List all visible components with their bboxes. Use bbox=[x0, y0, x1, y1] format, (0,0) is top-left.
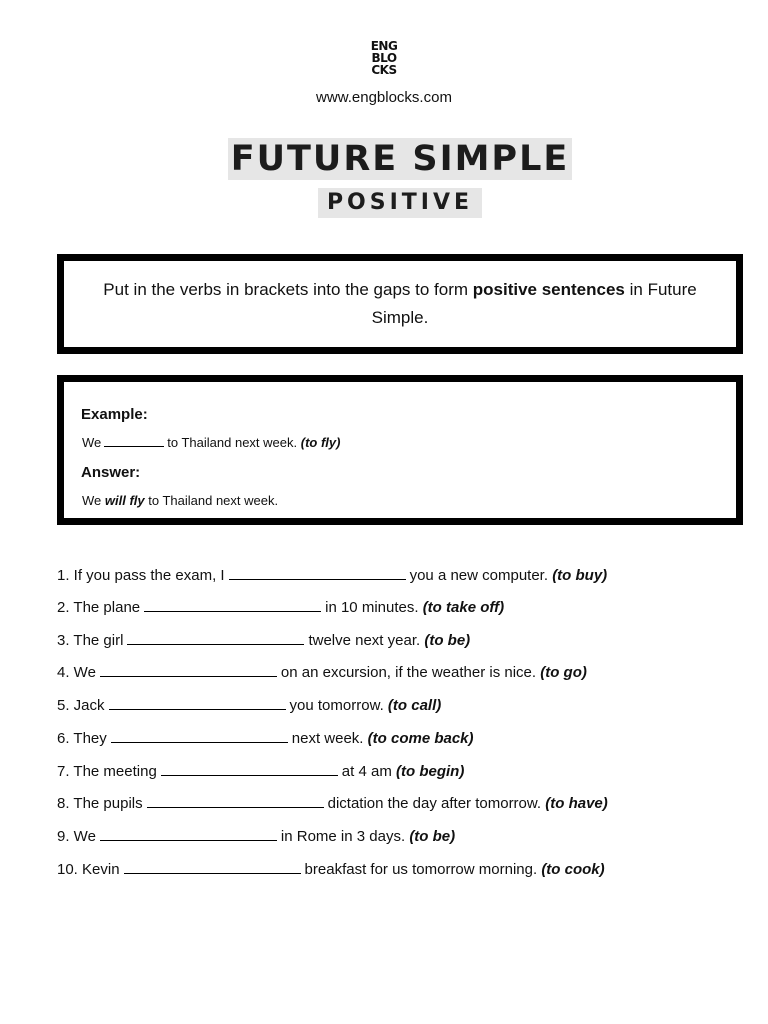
exercise-item bbox=[57, 730, 474, 747]
exercise-item bbox=[57, 632, 470, 649]
instructions-text bbox=[95, 276, 705, 332]
exercise-item bbox=[57, 763, 464, 780]
exercise-item bbox=[57, 795, 608, 812]
exercise-hint: (to cook) bbox=[541, 861, 605, 878]
instructions-box bbox=[57, 254, 743, 354]
exercise-item bbox=[57, 567, 607, 584]
exercise-item bbox=[57, 599, 504, 616]
answer-gap[interactable] bbox=[147, 806, 324, 808]
logo-line: BLO bbox=[371, 51, 397, 65]
answer-sentence bbox=[82, 493, 278, 508]
exercise-after: twelve next year. bbox=[308, 632, 421, 649]
exercise-hint: (to go) bbox=[540, 664, 587, 681]
exercise-before: 2. The plane bbox=[57, 599, 141, 616]
answer-gap[interactable] bbox=[124, 872, 301, 874]
worksheet-subtitle: POSITIVE bbox=[318, 188, 482, 218]
exercise-after: in Rome in 3 days. bbox=[280, 828, 406, 845]
answer-gap[interactable] bbox=[229, 578, 406, 580]
exercise-after: you tomorrow. bbox=[289, 697, 384, 714]
worksheet-title: FUTURE SIMPLE bbox=[228, 138, 572, 180]
example-box bbox=[57, 375, 743, 525]
answer-after: to Thailand next week. bbox=[148, 493, 279, 508]
answer-gap[interactable] bbox=[109, 708, 286, 710]
exercise-after: dictation the day after tomorrow. bbox=[327, 795, 542, 812]
exercise-hint: (to have) bbox=[545, 795, 608, 812]
exercise-hint: (to come back) bbox=[367, 730, 474, 747]
exercise-after: breakfast for us tomorrow morning. bbox=[304, 861, 538, 878]
exercise-after: next week. bbox=[291, 730, 364, 747]
exercise-hint: (to take off) bbox=[422, 599, 505, 616]
exercise-before: 10. Kevin bbox=[57, 861, 120, 878]
exercise-hint: (to be) bbox=[424, 632, 471, 649]
exercise-after: in 10 minutes. bbox=[325, 599, 419, 616]
engblocks-logo bbox=[371, 40, 398, 76]
exercise-hint: (to be) bbox=[409, 828, 456, 845]
example-hint: (to fly) bbox=[300, 435, 341, 450]
instructions-bold: positive sentences bbox=[472, 280, 625, 299]
exercise-hint: (to buy) bbox=[552, 567, 608, 584]
exercise-after: on an excursion, if the weather is nice. bbox=[280, 664, 537, 681]
exercise-after: at 4 am bbox=[341, 763, 392, 780]
exercise-after: you a new computer. bbox=[409, 567, 549, 584]
exercise-before: 5. Jack bbox=[57, 697, 105, 714]
instructions-before: Put in the verbs in brackets into the gaps to form bbox=[103, 280, 473, 299]
exercise-before: 7. The meeting bbox=[57, 763, 157, 780]
website-url: www.engblocks.com bbox=[316, 89, 452, 106]
answer-gap[interactable] bbox=[144, 610, 321, 612]
exercise-hint: (to begin) bbox=[396, 763, 465, 780]
example-after: to Thailand next week. bbox=[167, 435, 298, 450]
exercise-before: 1. If you pass the exam, I bbox=[57, 567, 225, 584]
exercise-item bbox=[57, 828, 455, 845]
answer-gap[interactable] bbox=[111, 741, 288, 743]
answer-gap[interactable] bbox=[100, 675, 277, 677]
example-heading: Example: bbox=[81, 406, 148, 423]
exercise-before: 8. The pupils bbox=[57, 795, 143, 812]
answer-verb: will fly bbox=[104, 493, 145, 508]
answer-before: We bbox=[82, 493, 102, 508]
example-gap bbox=[104, 445, 164, 447]
instructions-after: in Future Simple. bbox=[371, 280, 697, 327]
exercise-item bbox=[57, 664, 587, 681]
exercise-before: 3. The girl bbox=[57, 632, 124, 649]
answer-gap[interactable] bbox=[127, 643, 304, 645]
logo-line: CKS bbox=[371, 63, 397, 77]
answer-heading: Answer: bbox=[81, 464, 141, 481]
example-sentence bbox=[82, 435, 340, 450]
exercise-before: 9. We bbox=[57, 828, 96, 845]
answer-gap[interactable] bbox=[100, 839, 277, 841]
example-before: We bbox=[82, 435, 102, 450]
exercise-item bbox=[57, 697, 441, 714]
exercise-before: 6. They bbox=[57, 730, 107, 747]
exercise-before: 4. We bbox=[57, 664, 96, 681]
answer-gap[interactable] bbox=[161, 774, 338, 776]
exercise-item bbox=[57, 861, 605, 878]
logo-line: ENG bbox=[370, 39, 398, 53]
exercise-hint: (to call) bbox=[387, 697, 442, 714]
